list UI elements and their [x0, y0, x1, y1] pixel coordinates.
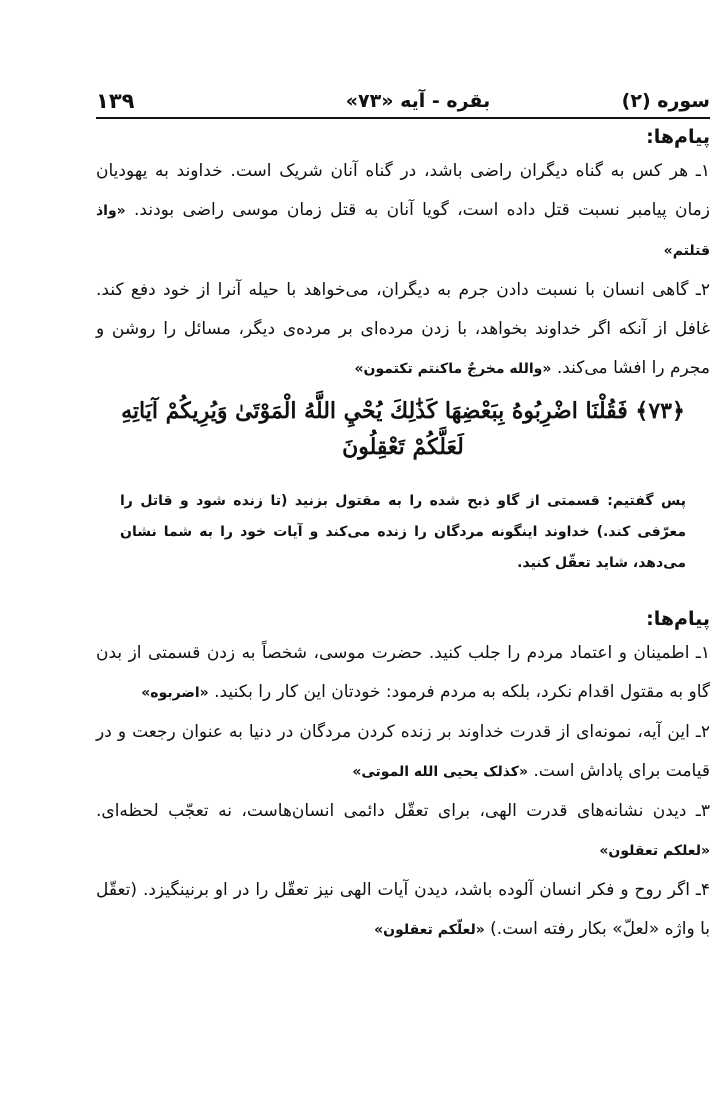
message-point [96, 634, 710, 713]
message-quote: «والله مخرجٌ ماکنتم تکتمون» [354, 361, 552, 377]
page-number: ۱۳۹ [96, 89, 135, 113]
quran-verse [96, 393, 710, 465]
messages-section-1 [96, 126, 710, 389]
message-point [96, 271, 710, 389]
verse-line-1: ﴿۷۳﴾ فَقُلْنَا اضْرِبُوهُ بِبَعْضِهَا كَذَٰلِكَ يُحْيِ اللَّهُ الْمَوْتَىٰ وَيُرِيكُمْ آيَاتِهِ [121, 398, 685, 424]
message-text: ۴ـ اگر روح و فکر انسان آلوده باشد، دیدن آیات الهی نیز تعقّل را در او برنینگیزد. (تعقّل با واژه «لعلّ» بکار رفته است.) [96, 880, 710, 939]
message-point [96, 713, 710, 792]
message-quote: «واذ قتلتم» [96, 203, 710, 259]
messages-heading-2: پیام‌ها: [646, 608, 710, 630]
message-text: ۲ـ گاهی انسان با نسبت دادن جرم به دیگران، می‌خواهد با حیله آنرا از خود دفع کند. غافل از آنکه اگر خداوند بخواهد، با زدن مرده‌ای بر مرده‌ی دیگر، مسائل را روشن و مجرم را افشا می‌کند. [96, 280, 710, 378]
page-header [96, 86, 710, 116]
ayah-reference: بقره - آیه «۷۳» [345, 90, 491, 112]
message-point [96, 871, 710, 950]
verse-translation: پس گفتیم: قسمتی از گاو ذبح شده را به مقتول بزنید (تا زنده شود و قاتل را معرّفی کند.) خداوند اینگونه مردگان را زنده می‌کند و آیات خود را به شما نشان می‌دهد، شاید تعقّل کنید. [120, 493, 686, 571]
message-quote: «اضربوه» [141, 685, 209, 701]
message-quote: «لعلکم تعقلون» [599, 843, 710, 859]
message-quote: «کذلک یحیی الله الموتی» [352, 764, 528, 780]
verse-line-2: لَعَلَّكُمْ تَعْقِلُونَ [342, 434, 464, 460]
messages-heading-1: پیام‌ها: [646, 126, 710, 148]
header-divider [96, 117, 710, 119]
message-text: ۱ـ اطمینان و اعتماد مردم را جلب کنید. حضرت موسی، شخصاً به زدن قسمتی از بدن گاو به مقتول اقدام نکرد، بلکه به مردم فرمود: خودتان این کار را بکنید. [96, 643, 710, 702]
book-page [96, 0, 710, 1109]
surah-label: سوره (۲) [621, 90, 710, 112]
messages-section-2 [96, 608, 710, 950]
message-point [96, 152, 710, 271]
message-text: ۲ـ این آیه، نمونه‌ای از قدرت خداوند بر زنده کردن مردگان در دنیا به عنوان رجعت و در قیامت برای پاداش است. [96, 722, 710, 781]
message-point [96, 792, 710, 871]
message-text: ۱ـ هر کس به گناه دیگران راضی باشد، در گناه آنان شریک است. خداوند به یهودیان زمان پیامبر نسبت قتل داده است، گویا آنان به قتل زمان موسی راضی بودند. [96, 161, 710, 220]
message-quote: «لعلّکم تعقلون» [374, 922, 485, 938]
message-text: ۳ـ دیدن نشانه‌های قدرت الهی، برای تعقّل دائمی انسان‌هاست، نه تعجّب لحظه‌ای. [96, 801, 710, 821]
